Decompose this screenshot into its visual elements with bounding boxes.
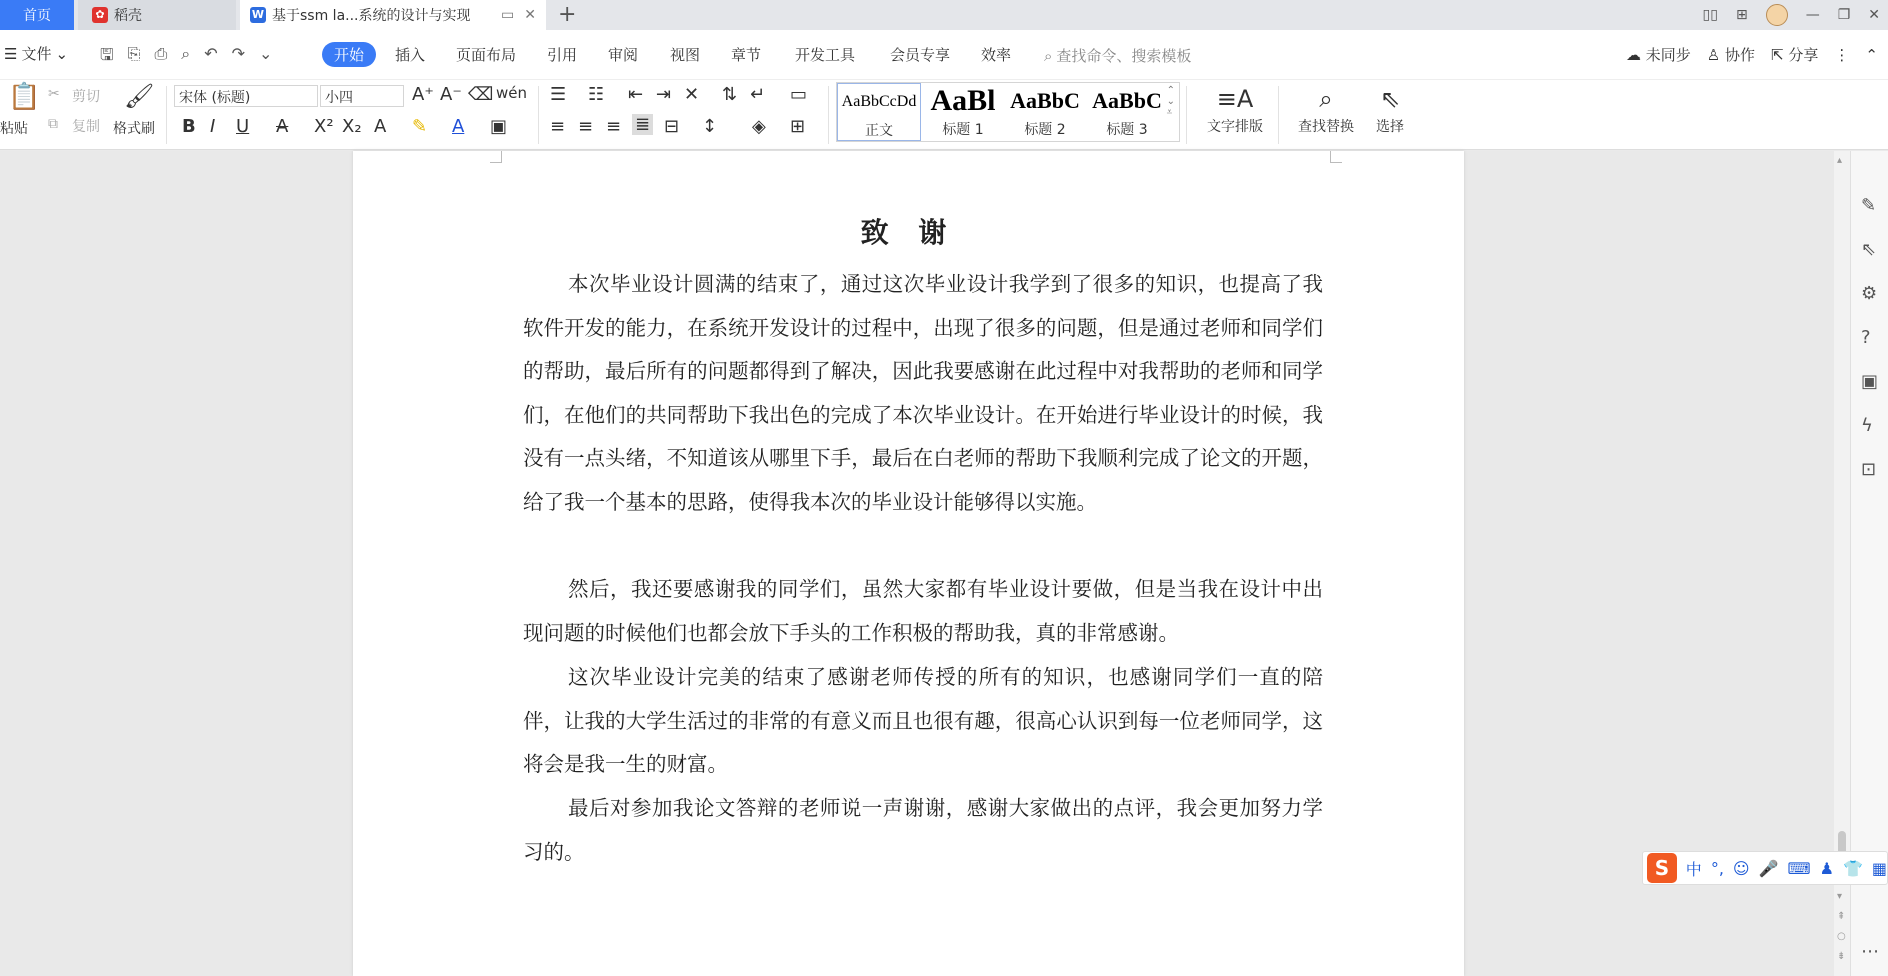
font-size-select[interactable] bbox=[320, 85, 404, 107]
style-heading-3[interactable] bbox=[1085, 83, 1169, 141]
command-search[interactable] bbox=[1044, 45, 1191, 66]
increase-indent-icon[interactable]: ⇥ bbox=[656, 84, 672, 105]
file-menu[interactable] bbox=[4, 43, 68, 64]
tab-references[interactable]: 引用 bbox=[547, 46, 578, 64]
line-spacing-icon[interactable]: ↕ bbox=[702, 116, 718, 137]
toolbox-icon[interactable]: ▦ bbox=[1871, 858, 1887, 878]
phonetic-icon[interactable]: wén bbox=[496, 84, 528, 102]
style-label: 标题 3 bbox=[1106, 122, 1148, 138]
strikethrough-icon[interactable]: A bbox=[276, 116, 289, 137]
bold-icon[interactable]: B bbox=[182, 116, 196, 137]
paragraph: 本次毕业设计圆满的结束了，通过这次毕业设计我学到了很多的知识，也提高了我软件开发的能力，在系统开发设计的过程中，出现了很多的问题，但是通过老师和同学们的帮助，最后所有的问题都得到了解决，因此我要感谢在此过程中对我帮助的老师和同学们，在他们的共同帮助下我出色的完成了本次毕业设计。在开始进行毕业设计的时候，我没有一点头绪，不知道该从哪里下手，最后在白老师的帮助下我顺利完成了论文的开题，给了我一个基本的思路，使得我本次的毕业设计能够得以实施。 bbox=[523, 272, 1323, 514]
font-size-value: 小四 bbox=[325, 90, 353, 106]
bullet-list-icon[interactable]: ☰ bbox=[550, 84, 567, 105]
keyboard-icon[interactable]: ⌨ bbox=[1787, 858, 1811, 878]
style-label: 标题 1 bbox=[942, 122, 984, 138]
tab-page-layout[interactable]: 页面布局 bbox=[456, 46, 517, 64]
tab-home-label: 首页 bbox=[23, 8, 51, 24]
user-icon[interactable]: ♟ bbox=[1819, 858, 1834, 878]
adjust-icon[interactable]: ⚙ bbox=[1861, 283, 1878, 304]
format-painter-button[interactable]: 格式刷 bbox=[113, 121, 155, 137]
tab-view[interactable]: 视图 bbox=[670, 46, 701, 64]
style-sample: AaBl bbox=[930, 84, 996, 117]
style-sample: AaBbC bbox=[1092, 88, 1162, 113]
copy-button[interactable]: 复制 bbox=[72, 119, 100, 135]
borders-icon[interactable]: ⊞ bbox=[790, 116, 806, 137]
minimize-icon[interactable]: — bbox=[1805, 7, 1820, 23]
prev-page-icon[interactable]: ⇞ bbox=[1837, 911, 1846, 922]
divider bbox=[1278, 86, 1279, 144]
file-menu-label: 文件 bbox=[21, 45, 52, 63]
tab-bar bbox=[0, 0, 1888, 30]
find-replace-button[interactable] bbox=[1288, 82, 1364, 136]
grid-apps-icon[interactable]: ⊞ bbox=[1735, 7, 1748, 23]
format-painter-icon[interactable]: 🖌 bbox=[124, 82, 155, 110]
page-corner-mark bbox=[1330, 151, 1342, 163]
divider bbox=[1186, 86, 1187, 144]
menu-right-actions bbox=[1626, 44, 1878, 65]
add-tab-button[interactable]: + bbox=[558, 2, 577, 27]
paste-button[interactable]: 粘贴 bbox=[0, 121, 28, 137]
tab-member[interactable]: 会员专享 bbox=[890, 46, 951, 64]
tab-daoke-label: 稻壳 bbox=[114, 8, 142, 24]
print-icon[interactable]: ⎙ bbox=[154, 44, 168, 63]
sogou-logo-icon[interactable]: S bbox=[1647, 853, 1677, 883]
person-icon: ♙ bbox=[1706, 46, 1721, 64]
page-title: 致 谢 bbox=[860, 216, 957, 249]
sync-button[interactable] bbox=[1626, 44, 1691, 65]
styles-gallery bbox=[836, 82, 1180, 142]
subscript-icon[interactable]: X₂ bbox=[342, 116, 362, 137]
tab-home[interactable] bbox=[0, 0, 74, 30]
document-page[interactable] bbox=[353, 151, 1464, 976]
skin-icon[interactable]: 👕 bbox=[1842, 858, 1863, 878]
select-button[interactable] bbox=[1366, 82, 1414, 136]
writer-logo-icon: W bbox=[251, 8, 265, 21]
save-icon[interactable]: 🖫 bbox=[100, 45, 114, 64]
chevron-down-icon: ⌄ bbox=[55, 44, 69, 63]
font-color-icon[interactable]: A bbox=[452, 116, 465, 137]
tab-document[interactable] bbox=[240, 0, 546, 30]
more-dots-icon[interactable]: ⋯ bbox=[1861, 941, 1879, 962]
redo-icon[interactable]: ↷ bbox=[231, 44, 246, 63]
find-replace-label: 查找替换 bbox=[1298, 119, 1354, 135]
sync-label: 未同步 bbox=[1645, 46, 1691, 64]
cut-icon: ✂ bbox=[48, 86, 60, 102]
text-effect-icon[interactable]: A bbox=[374, 116, 387, 137]
align-right-icon[interactable]: ≡ bbox=[606, 116, 622, 137]
book-icon[interactable]: ⊡ bbox=[1861, 459, 1877, 480]
reader-mode-icon[interactable]: ▯▯ bbox=[1702, 7, 1718, 23]
scroll-down-icon[interactable]: ▾ bbox=[1837, 891, 1843, 902]
ime-mode-toggle[interactable]: 中 bbox=[1685, 859, 1702, 879]
restore-icon[interactable]: ❐ bbox=[1837, 7, 1851, 23]
tab-document-label: 基于ssm la...系统的设计与实现 bbox=[272, 8, 471, 24]
text-layout-label: 文字排版 bbox=[1207, 119, 1263, 135]
search-icon: ⌕ bbox=[1044, 46, 1053, 65]
divider bbox=[166, 86, 167, 144]
share-icon: ⇱ bbox=[1771, 46, 1784, 64]
tab-chapter[interactable]: 章节 bbox=[731, 46, 762, 64]
window-icon[interactable]: ▭ bbox=[501, 7, 515, 23]
numbered-list-icon[interactable]: ☷ bbox=[588, 84, 605, 105]
tab-start[interactable]: 开始 bbox=[322, 42, 376, 67]
style-sample: AaBbCcDd bbox=[841, 93, 917, 110]
grow-font-icon[interactable]: A⁺ bbox=[412, 84, 434, 105]
cut-button[interactable]: 剪切 bbox=[72, 89, 100, 105]
avatar[interactable] bbox=[1766, 4, 1788, 26]
document-area bbox=[0, 151, 1834, 976]
italic-icon[interactable]: I bbox=[210, 116, 216, 137]
share-label: 分享 bbox=[1788, 46, 1819, 64]
scroll-up-icon[interactable]: ▴ bbox=[1837, 155, 1843, 166]
select-browse-icon[interactable]: ○ bbox=[1837, 931, 1846, 942]
style-heading-2[interactable] bbox=[1003, 83, 1087, 141]
collab-label: 协作 bbox=[1725, 46, 1756, 64]
tab-developer[interactable]: 开发工具 bbox=[795, 46, 856, 64]
shrink-font-icon[interactable]: A⁻ bbox=[440, 84, 462, 105]
tab-daoke[interactable] bbox=[78, 0, 236, 30]
hamburger-icon: ☰ bbox=[4, 44, 18, 63]
copy-icon: ⧉ bbox=[48, 116, 58, 132]
ruler-icon[interactable]: ▭ bbox=[790, 84, 808, 105]
window-controls bbox=[1703, 0, 1888, 30]
tab-review[interactable]: 审阅 bbox=[608, 46, 639, 64]
ribbon bbox=[0, 80, 1888, 150]
font-name-select[interactable] bbox=[174, 85, 318, 107]
print-preview-icon[interactable]: ⌕ bbox=[181, 44, 191, 63]
decrease-indent-icon[interactable]: ⇤ bbox=[628, 84, 644, 105]
collapse-ribbon-icon[interactable]: ⌃ bbox=[1865, 45, 1878, 64]
emoji-icon[interactable]: ☺ bbox=[1732, 858, 1750, 878]
close-tab-icon[interactable]: ✕ bbox=[524, 7, 536, 23]
style-sample: AaBbC bbox=[1010, 88, 1080, 113]
select-label: 选择 bbox=[1376, 119, 1404, 135]
next-page-icon[interactable]: ⇟ bbox=[1837, 951, 1846, 962]
tab-efficiency[interactable]: 效率 bbox=[981, 46, 1012, 64]
text-layout-icon: ≡A bbox=[1216, 85, 1254, 113]
edit-pen-icon[interactable]: ✎ bbox=[1861, 195, 1877, 216]
pointer-icon[interactable]: ⇖ bbox=[1861, 239, 1877, 260]
share-button[interactable] bbox=[1771, 44, 1818, 65]
ime-toolbar bbox=[1642, 851, 1888, 885]
paragraph: 这次毕业设计完美的结束了感谢老师传授的所有的知识，也感谢同学们一直的陪伴，让我的大学生活过的非常的有意义而且也很有趣，很高心认识到每一位老师同学，这将会是我一生的财富。 bbox=[523, 665, 1323, 777]
help-icon[interactable]: ? bbox=[1861, 327, 1871, 348]
paste-icon[interactable]: 📋 bbox=[8, 82, 41, 112]
style-heading-1[interactable] bbox=[921, 83, 1005, 141]
sort-icon[interactable]: ⇅ bbox=[722, 84, 738, 105]
style-label: 标题 2 bbox=[1024, 122, 1066, 138]
menu-bar bbox=[0, 30, 1888, 80]
char-border-icon[interactable]: ▣ bbox=[490, 116, 508, 137]
more-icon[interactable]: ⋮ bbox=[1834, 45, 1850, 64]
picture-icon[interactable]: ▣ bbox=[1861, 371, 1879, 392]
microphone-icon[interactable]: 🎤 bbox=[1758, 858, 1779, 878]
daoke-logo-icon: ✿ bbox=[92, 7, 108, 23]
magnifier-icon: ⌕ bbox=[1319, 85, 1333, 113]
export-pdf-icon[interactable]: ⎘ bbox=[127, 44, 141, 63]
clear-format-icon[interactable]: ⌫ bbox=[468, 84, 494, 105]
style-label: 正文 bbox=[865, 123, 893, 139]
style-normal[interactable] bbox=[837, 83, 921, 141]
superscript-icon[interactable]: X² bbox=[314, 116, 334, 137]
justify-icon[interactable]: ≣ bbox=[632, 114, 653, 135]
ime-punct-toggle[interactable]: °, bbox=[1710, 858, 1724, 878]
close-window-icon[interactable]: ✕ bbox=[1868, 7, 1880, 23]
paragraph: 最后对参加我论文答辩的老师说一声谢谢，感谢大家做出的点评，我会更加努力学习的。 bbox=[523, 796, 1323, 864]
cursor-icon: ⇖ bbox=[1379, 85, 1401, 113]
collab-button[interactable] bbox=[1707, 44, 1755, 65]
text-layout-button[interactable] bbox=[1196, 82, 1274, 136]
command-search-label: 查找命令、搜索模板 bbox=[1056, 47, 1192, 65]
chinese-layout-icon[interactable]: ✕ bbox=[684, 84, 700, 105]
quick-access-toolbar bbox=[100, 44, 272, 71]
lightning-icon[interactable]: ϟ bbox=[1861, 415, 1873, 436]
paragraph: 然后，我还要感谢我的同学们，虽然大家都有毕业设计要做，但是当我在设计中出现问题的时候他们也都会放下手头的工作积极的帮助我，真的非常感谢。 bbox=[523, 577, 1323, 645]
underline-icon[interactable]: U bbox=[236, 116, 250, 137]
font-name-value: 宋体 (标题) bbox=[179, 90, 251, 106]
undo-icon[interactable]: ↶ bbox=[204, 44, 218, 63]
align-center-icon[interactable]: ≡ bbox=[578, 116, 594, 137]
page-corner-mark bbox=[490, 151, 502, 163]
align-left-icon[interactable]: ≡ bbox=[550, 116, 566, 137]
tab-insert[interactable]: 插入 bbox=[395, 46, 426, 64]
show-marks-icon[interactable]: ↵ bbox=[750, 84, 766, 105]
scroll-styles-icon[interactable]: ⌃ ⌄ ⩡ bbox=[1166, 85, 1175, 118]
cloud-icon: ☁ bbox=[1626, 46, 1641, 64]
divider bbox=[538, 86, 539, 144]
distribute-icon[interactable]: ⊟ bbox=[664, 116, 680, 137]
customize-icon[interactable]: ⌄ bbox=[259, 44, 273, 63]
highlight-icon[interactable]: ✎ bbox=[412, 116, 428, 137]
shading-icon[interactable]: ◈ bbox=[752, 116, 766, 137]
divider bbox=[828, 86, 829, 144]
